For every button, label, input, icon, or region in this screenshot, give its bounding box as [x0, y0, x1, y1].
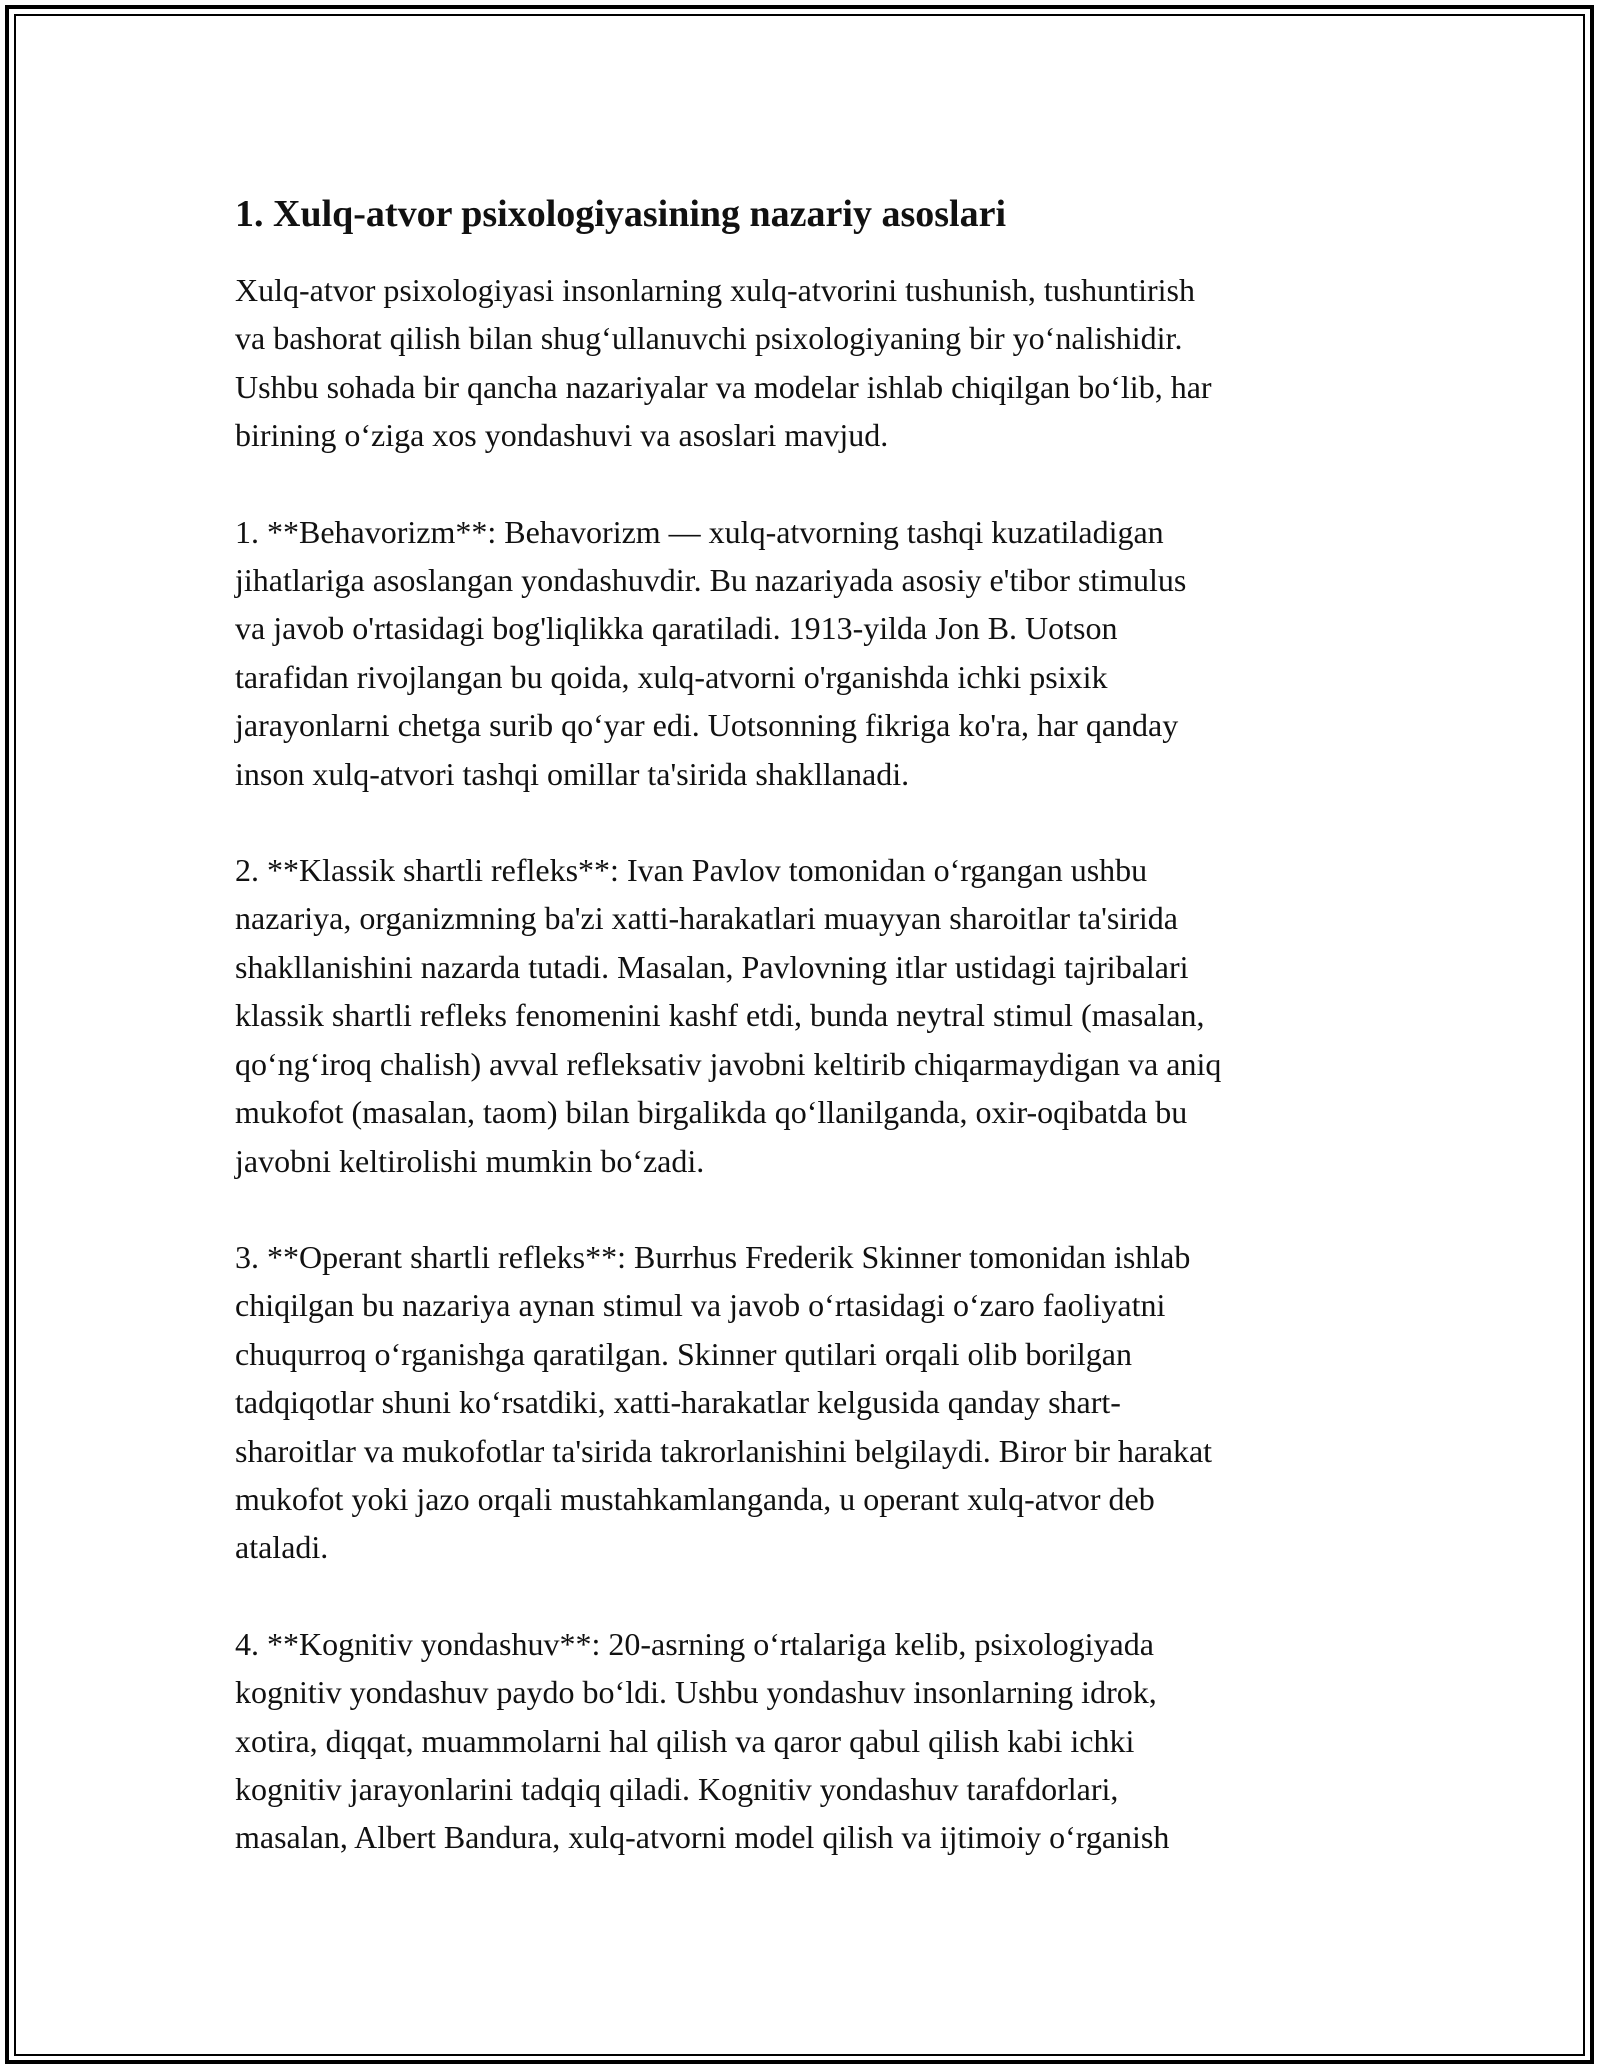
- document-body: [235, 188, 1375, 1910]
- document-title: 1. Xulq-atvor psixologiyasining nazariy asoslari: [235, 193, 1007, 235]
- paragraph-operant-conditioning: 3. **Operant shartli refleks**: Burrhus Frederik Skinner tomonidan ishlab chiqilgan bu nazariya aynan stimul va javob o‘rtasidagi o‘zaro faoliyatni chuqurroq o‘rganishga qaratilgan. Skinner qutilari orqali olib borilgan tadqiqotlar shuni ko‘rsatdiki, xatti-harakatlar kelgusida qanday shart- sharoitlar va mukofotlar ta'sirida takrorlanishini belgilaydi. Biror bir harakat mukofot yoki jazo orqali mustahkamlanganda, u operant xulq-atvor deb ataladi.: [235, 1238, 1213, 1566]
- paragraph-classical-conditioning: 2. **Klassik shartli refleks**: Ivan Pavlov tomonidan o‘rgangan ushbu nazariya, organizmning ba'zi xatti-harakatlari muayyan sharoitlar ta'sirida shakllanishini nazarda tutadi. Masalan, Pavlovning itlar ustidagi tajribalari klassik shartli refleks fenomenini kashf etdi, bunda neytral stimul (masalan, qo‘ng‘iroq chalish) avval refleksativ javobni keltirib chiqarmaydigan va aniq mukofot (masalan, taom) bilan birgalikda qo‘llanilganda, oxir-oqibatda bu javobni keltirolishi mumkin bo‘zadi.: [235, 852, 1222, 1179]
- paragraph-intro: Xulq-atvor psixologiyasi insonlarning xulq-atvorini tushunish, tushuntirish va bashorat qilish bilan shug‘ullanuvchi psixologiyaning bir yo‘nalishidir. Ushbu sohada bir qancha nazariyalar va modelar ishlab chiqilgan bo‘lib, har birining o‘ziga xos yondashuvi va asoslari mavjud.: [235, 272, 1212, 454]
- paragraph-cognitive-approach: 4. **Kognitiv yondashuv**: 20-asrning o‘rtalariga kelib, psixologiyada kognitiv yondashuv paydo bo‘ldi. Ushbu yondashuv insonlarning idrok, xotira, diqqat, muammolarni hal qilish va qaror qabul qilish kabi ichki kognitiv jarayonlarini tadqiq qiladi. Kognitiv yondashuv tarafdorlari, masalan, Albert Bandura, xulq-atvorni model qilish va ijtimoiy o‘rganish: [235, 1625, 1170, 1856]
- paragraph-behaviorism: 1. **Behavorizm**: Behavorizm — xulq-atvorning tashqi kuzatiladigan jihatlariga asoslangan yondashuvdir. Bu nazariyada asosiy e'tibor stimulus va javob o'rtasidagi bog'liqlikka qaratiladi. 1913-yilda Jon B. Uotson tarafidan rivojlangan bu qoida, xulq-atvorni o'rganishda ichki psixik jarayonlarni chetga surib qo‘yar edi. Uotsonning fikriga ko'ra, har qanday inson xulq-atvori tashqi omillar ta'sirida shakllanadi.: [235, 513, 1187, 792]
